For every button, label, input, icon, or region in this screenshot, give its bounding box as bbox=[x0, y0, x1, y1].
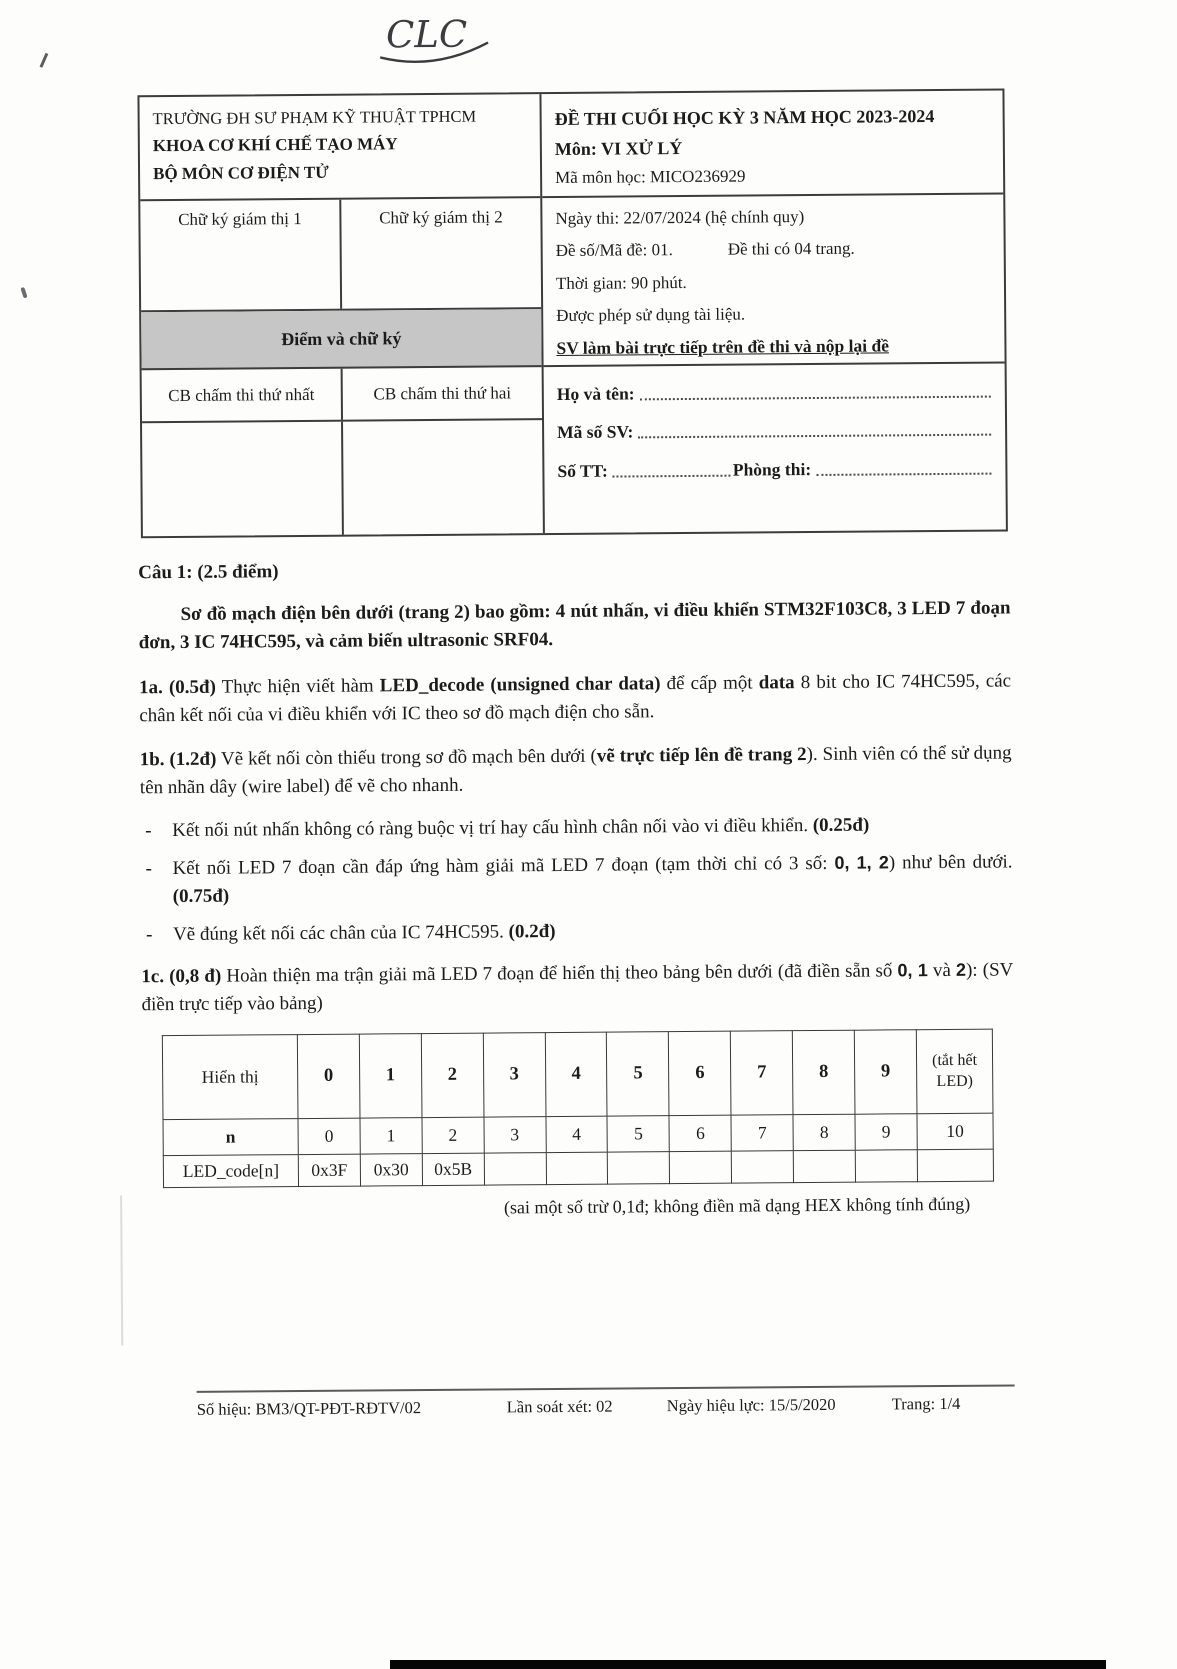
part-1a-seg: 8 bit cho IC 74HC595, các chân kết nối của vi điều khiển với IC theo sơ đồ mạch điện cho sẵn. bbox=[139, 670, 1012, 726]
table-cell: 2 bbox=[422, 1117, 484, 1153]
institution-block bbox=[139, 94, 540, 201]
submission-note: SV làm bài trực tiếp trên đề thi và nộp lại đề bbox=[556, 335, 890, 359]
exam-code: Đề số/Mã đề: 01. bbox=[555, 240, 673, 261]
page-count: Đề thi có 04 trang. bbox=[727, 238, 855, 259]
seat-room-field-row bbox=[557, 457, 993, 482]
duration-line: Thời gian: 90 phút. bbox=[555, 272, 687, 293]
part-1a-function: LED_decode (unsigned char data) bbox=[379, 672, 661, 697]
table-cell-n-label: n bbox=[163, 1119, 298, 1156]
proctor-1-signature-cell: Chữ ký giám thị 1 bbox=[178, 209, 302, 229]
part-1a-seg: để cấp một bbox=[660, 672, 759, 694]
part-1c-seg: Hoàn thiện ma trận giải mã LED 7 đoạn để hiển thị theo bảng bên dưới (đã điền sẵn số bbox=[221, 960, 898, 987]
bullet-dash: - bbox=[145, 924, 153, 946]
scan-artifact bbox=[40, 53, 54, 70]
proctor-2-signature-cell: Chữ ký giám thị 2 bbox=[339, 198, 541, 309]
table-cell-blank bbox=[917, 1149, 993, 1182]
bullet-3-points: (0.2đ) bbox=[508, 921, 556, 943]
student-info-block bbox=[544, 363, 1006, 533]
table-cell-blank bbox=[484, 1153, 546, 1185]
exam-room-label: Phòng thi: bbox=[732, 458, 812, 480]
student-id-label: Mã số SV: bbox=[557, 421, 634, 443]
exam-code-line bbox=[556, 232, 996, 268]
table-display-row bbox=[162, 1029, 993, 1120]
faculty-name: KHOA CƠ KHÍ CHẾ TẠO MÁY bbox=[152, 134, 398, 156]
table-cell: 5 bbox=[607, 1032, 670, 1116]
header-left-column bbox=[139, 94, 544, 536]
seat-number-blank bbox=[613, 459, 731, 477]
table-cell: 7 bbox=[731, 1115, 793, 1151]
table-cell: 6 bbox=[669, 1031, 732, 1115]
table-cell-all-off: (tắt hết LED) bbox=[916, 1029, 993, 1114]
exam-title-block bbox=[541, 91, 1003, 199]
table-note: (sai một số trừ 0,1đ; không điền mã dạng HEX không tính đúng) bbox=[503, 1193, 971, 1218]
materials-line: Được phép sử dụng tài liệu. bbox=[556, 304, 746, 325]
exam-title: ĐỀ THI CUỐI HỌC KỲ 3 NĂM HỌC 2023-2024 bbox=[554, 106, 935, 130]
table-cell: 0 bbox=[297, 1034, 360, 1118]
seat-number-label: Số TT: bbox=[557, 460, 608, 481]
exam-header-table bbox=[137, 88, 1007, 538]
proctor-signature-row bbox=[140, 198, 541, 312]
led-decode-table bbox=[162, 1029, 994, 1189]
scan-artifact bbox=[20, 287, 27, 299]
table-cell: 1 bbox=[360, 1118, 422, 1154]
part-1a-data: data bbox=[758, 671, 795, 694]
part-1a-seg: Thực hiện viết hàm bbox=[215, 675, 380, 698]
footer-page-number: Trang: 1/4 bbox=[891, 1393, 961, 1414]
requirement-bullet-1-text bbox=[172, 811, 1012, 846]
table-cell-blank bbox=[608, 1152, 670, 1184]
course-code-line: Mã môn học: MICO236929 bbox=[555, 166, 746, 188]
name-field-row bbox=[557, 380, 993, 405]
bullet-1-seg: Kết nối nút nhấn không có ràng buộc vị trí hay cấu hình chân nối vào vi điều khiển. bbox=[172, 815, 813, 842]
bullet-2-digits: 0, 1, 2 bbox=[834, 852, 889, 874]
bullet-2-seg: ) như bên dưới. bbox=[888, 851, 1013, 874]
part-1a-text bbox=[139, 667, 1011, 730]
grader-signature-row bbox=[142, 420, 543, 536]
exam-date-line: Ngày thi: 22/07/2024 (hệ chính quy) bbox=[555, 207, 805, 229]
table-cell-blank bbox=[546, 1152, 608, 1184]
exam-detail-block bbox=[542, 195, 1004, 368]
name-field-blank bbox=[640, 380, 991, 400]
table-cell: 4 bbox=[546, 1116, 608, 1152]
table-cell: 9 bbox=[854, 1030, 917, 1114]
table-cell: 6 bbox=[669, 1115, 731, 1151]
handwriting-clc bbox=[372, 6, 509, 73]
part-1c-digit: 2 bbox=[955, 959, 967, 981]
part-1c-digits: 0, 1 bbox=[897, 960, 928, 981]
grader-label-row bbox=[142, 367, 542, 423]
bullet-3-seg: Vẽ đúng kết nối các chân của IC 74HC595. bbox=[172, 921, 509, 946]
table-cell: 0 bbox=[298, 1118, 360, 1154]
university-name: TRƯỜNG ĐH SƯ PHẠM KỸ THUẬT TPHCM bbox=[152, 106, 477, 129]
part-1c-label: 1c. (0,8 đ) bbox=[141, 965, 222, 988]
question-body bbox=[138, 552, 1015, 1223]
part-1b-seg: Vẽ kết nối còn thiếu trong sơ đồ mạch bên dưới ( bbox=[216, 745, 597, 770]
table-cell-blank bbox=[793, 1150, 855, 1182]
name-field-label: Họ và tên: bbox=[556, 382, 635, 404]
question-1-intro: Sơ đồ mạch điện bên dưới (trang 2) bao gồm: 4 nút nhấn, vi điều khiển STM32F103C8, 3 LED 7 đoạn đơn, 3 IC 74HC595, và cảm biến ultrasonic SRF04. bbox=[138, 597, 1011, 654]
requirement-bullet-3 bbox=[141, 915, 1013, 950]
table-cell: 3 bbox=[484, 1117, 546, 1153]
student-id-blank bbox=[638, 418, 991, 438]
bullet-1-points: (0.25đ) bbox=[812, 815, 870, 837]
part-1b-text bbox=[140, 739, 1012, 802]
footer-doc-id: Số hiệu: BM3/QT-PĐT-RĐTV/02 bbox=[196, 1398, 422, 1419]
part-1c-seg: ): (SV điền trực tiếp vào bảng) bbox=[141, 959, 1014, 1016]
header-right-column bbox=[541, 91, 1005, 534]
part-1b-emphasis: vẽ trực tiếp lên đề trang 2 bbox=[596, 743, 807, 767]
table-cell-code-label: LED_code[n] bbox=[163, 1155, 298, 1188]
grader-2-signature-cell bbox=[341, 420, 543, 535]
grader-1-label: CB chấm thi thứ nhất bbox=[168, 384, 315, 405]
student-id-field-row bbox=[557, 418, 993, 443]
requirement-bullet-2 bbox=[140, 849, 1012, 912]
question-1-heading: Câu 1: (2.5 điểm) bbox=[138, 561, 279, 584]
bullet-2-points: (0.75đ) bbox=[172, 885, 230, 908]
table-code-row bbox=[163, 1149, 993, 1188]
table-cell: 0x3F bbox=[298, 1154, 360, 1186]
footer-revision: Lần soát xét: 02 bbox=[506, 1396, 613, 1417]
scan-edge-bar bbox=[390, 1660, 1106, 1669]
document-footer bbox=[197, 1384, 1015, 1419]
table-cell-blank bbox=[731, 1151, 793, 1183]
table-cell: 9 bbox=[855, 1114, 917, 1150]
table-cell: 8 bbox=[792, 1030, 855, 1114]
grader-1-signature-cell bbox=[142, 422, 342, 537]
requirement-bullet-1 bbox=[140, 811, 1012, 846]
part-1b-seg: ). Sinh viên có thể sử dụng tên nhãn dây (wire label) để vẽ cho nhanh. bbox=[139, 742, 1012, 798]
table-cell-display-label: Hiển thị bbox=[162, 1035, 298, 1120]
table-cell: 10 bbox=[917, 1113, 993, 1150]
table-cell: 1 bbox=[359, 1034, 422, 1118]
table-cell: 5 bbox=[607, 1116, 669, 1152]
footer-effective-date: Ngày hiệu lực: 15/5/2020 bbox=[666, 1394, 836, 1416]
table-cell: 3 bbox=[483, 1033, 546, 1117]
table-cell: 0x5B bbox=[422, 1153, 484, 1185]
bullet-dash: - bbox=[145, 820, 152, 842]
table-cell: 2 bbox=[421, 1033, 484, 1117]
table-cell: 0x30 bbox=[360, 1154, 422, 1186]
handwriting-clc-text: CLC bbox=[385, 12, 468, 57]
subject-line: Môn: VI XỬ LÝ bbox=[554, 138, 683, 160]
part-1c-text bbox=[141, 957, 1013, 1020]
part-1b-label: 1b. (1.2đ) bbox=[139, 748, 217, 770]
part-1c-seg: và bbox=[927, 960, 957, 982]
table-cell-blank bbox=[670, 1151, 732, 1183]
table-cell-blank bbox=[855, 1150, 917, 1182]
requirement-bullet-2-text bbox=[172, 849, 1012, 911]
table-cell: 8 bbox=[793, 1114, 855, 1150]
scan-artifact bbox=[120, 1195, 123, 1345]
exam-room-blank bbox=[816, 457, 991, 476]
table-cell: 4 bbox=[545, 1032, 608, 1116]
bullet-2-seg: Kết nối LED 7 đoạn cần đáp ứng hàm giải mã LED 7 đoạn (tạm thời chỉ có 3 số: bbox=[172, 853, 835, 880]
department-name: BỘ MÔN CƠ ĐIỆN TỬ bbox=[152, 162, 329, 183]
table-cell: 7 bbox=[731, 1031, 794, 1115]
part-1a-label: 1a. (0.5đ) bbox=[139, 676, 216, 699]
requirement-bullet-3-text bbox=[173, 915, 1013, 950]
grader-2-label: CB chấm thi thứ hai bbox=[341, 367, 542, 420]
bullet-dash: - bbox=[145, 858, 152, 880]
score-signature-header: Điểm và chữ ký bbox=[141, 309, 541, 370]
